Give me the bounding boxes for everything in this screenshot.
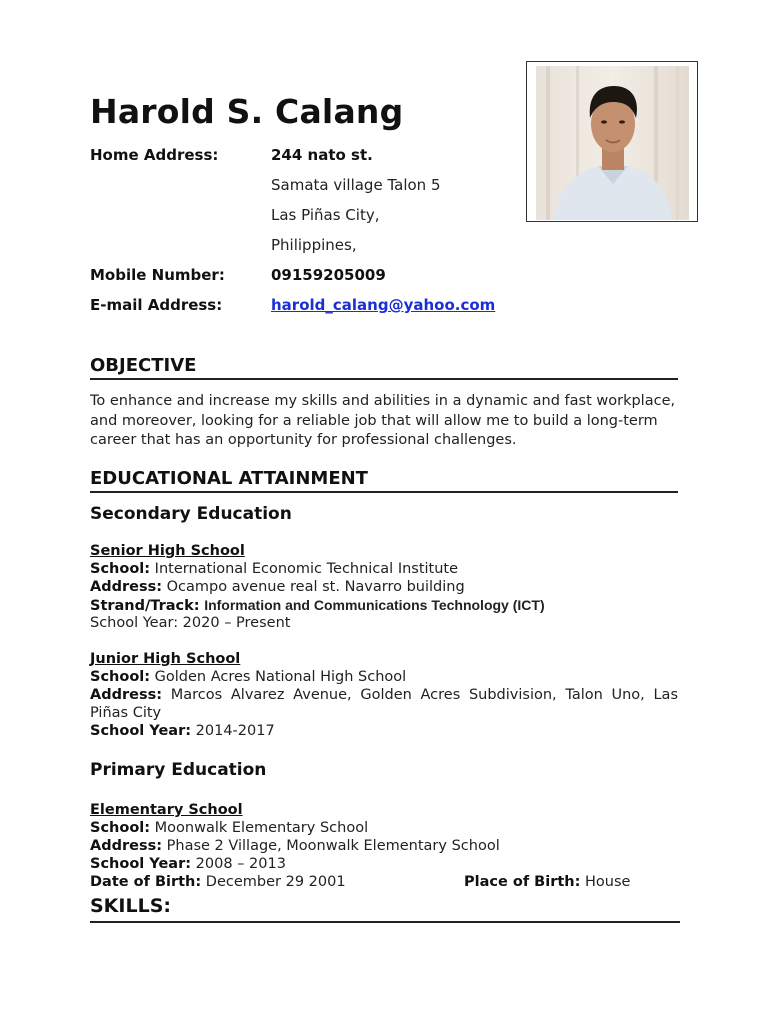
address-line-2: Samata village Talon 5	[271, 176, 441, 194]
junior-year-line: School Year: 2014-2017	[90, 723, 275, 739]
address-line-3: Las Piñas City,	[271, 206, 380, 224]
skills-title: SKILLS:	[90, 895, 171, 917]
objective-rule	[90, 378, 678, 380]
senior-strand-line: Strand/Track: Information and Communications Technology (ICT)	[90, 597, 545, 614]
home-address-label: Home Address:	[90, 146, 219, 164]
elementary-address-line: Address: Phase 2 Village, Moonwalk Elementary School	[90, 838, 500, 854]
senior-year-line: School Year: 2020 – Present	[90, 615, 291, 631]
date-of-birth-line: Date of Birth: December 29 2001	[90, 874, 346, 890]
objective-text: To enhance and increase my skills and abilities in a dynamic and fast workplace, and moreover, looking for a reliable job that will allow me to build a long-term career that has an opportunity for professional challenges.	[90, 393, 676, 448]
mobile-number: 09159205009	[271, 266, 386, 284]
address-line-4: Philippines,	[271, 236, 357, 254]
portrait-image	[536, 66, 689, 220]
skills-rule	[90, 921, 680, 923]
elementary-year-line: School Year: 2008 – 2013	[90, 856, 286, 872]
education-title: EDUCATIONAL ATTAINMENT	[90, 468, 368, 489]
primary-education-title: Primary Education	[90, 760, 267, 780]
profile-photo-frame	[526, 61, 698, 222]
profile-photo	[536, 66, 689, 220]
senior-address-line: Address: Ocampo avenue real st. Navarro building	[90, 579, 465, 595]
junior-high-heading: Junior High School	[90, 651, 241, 667]
elementary-school-line: School: Moonwalk Elementary School	[90, 820, 369, 836]
senior-high-heading: Senior High School	[90, 543, 245, 559]
junior-address-line: Address: Marcos Alvarez Avenue, Golden Acres Subdivision, Talon Uno, Las Piñas City	[90, 687, 678, 721]
applicant-name: Harold S. Calang	[90, 92, 404, 131]
address-line-1: 244 nato st.	[271, 146, 373, 164]
senior-school-line: School: International Economic Technical Institute	[90, 561, 459, 577]
email-link[interactable]: harold_calang@yahoo.com	[271, 296, 496, 314]
junior-school-line: School: Golden Acres National High School	[90, 669, 407, 685]
email-label: E-mail Address:	[90, 296, 223, 314]
secondary-education-title: Secondary Education	[90, 504, 292, 524]
elementary-heading: Elementary School	[90, 802, 243, 818]
mobile-label: Mobile Number:	[90, 266, 225, 284]
place-of-birth-line: Place of Birth: House	[464, 874, 631, 890]
education-rule	[90, 491, 678, 493]
objective-title: OBJECTIVE	[90, 355, 197, 376]
